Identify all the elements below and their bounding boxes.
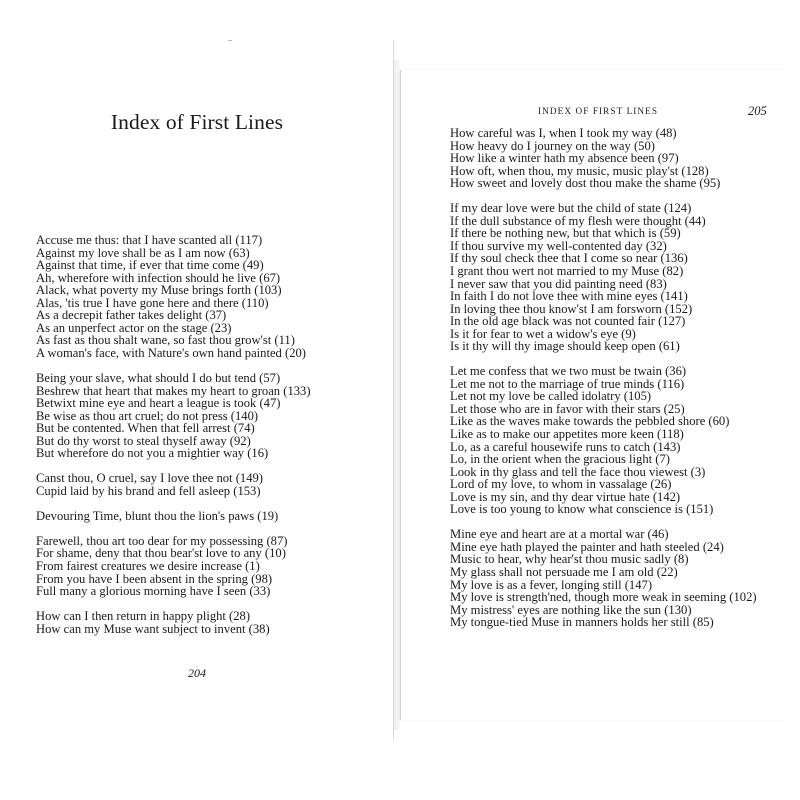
page-title: Index of First Lines <box>110 110 284 134</box>
index-entry: Is it thy will thy image should keep open (61) <box>450 339 680 354</box>
index-entry: But wherefore do not you a mightier way (16) <box>36 446 269 461</box>
index-entry: Lo, as a careful housewife runs to catch (143) <box>450 439 681 454</box>
index-entry: Let me not to the marriage of true minds (116) <box>450 376 685 391</box>
left-index-group <box>36 610 386 635</box>
index-entry: Lord of my love, to whom in vassalage (26) <box>450 477 672 492</box>
index-entry: For shame, deny that thou bear'st love to any (10) <box>36 546 286 561</box>
running-head: INDEX OF FIRST LINES <box>538 106 659 116</box>
page-speck <box>228 40 232 41</box>
index-entry: If thou survive my well-contented day (32) <box>450 238 667 253</box>
index-entry: How careful was I, when I took my way (48) <box>450 126 677 140</box>
index-entry: Let those who are in favor with their stars (25) <box>450 401 685 416</box>
index-entry: Beshrew that heart that makes my heart to groan (133) <box>36 383 311 398</box>
index-entry: But be contented. When that fell arrest (74) <box>36 421 255 436</box>
index-entry: From fairest creatures we desire increase (1) <box>36 559 260 574</box>
index-entry: Is it for fear to wet a widow's eye (9) <box>450 326 636 341</box>
index-entry: Like as to make our appetites more keen (118) <box>450 427 684 442</box>
index-entry: Look in thy glass and tell the face thou viewest (3) <box>450 464 706 479</box>
index-entry: From you have I been absent in the spring (98) <box>36 571 273 586</box>
index-entry: Let not my love be called idolatry (105) <box>450 389 652 404</box>
left-index-group <box>36 372 386 460</box>
index-entry: Being your slave, what should I do but tend (57) <box>36 370 281 385</box>
index-entry: Canst thou, O cruel, say I love thee not (149) <box>36 471 263 486</box>
index-entry: Farewell, thou art too dear for my possessing (87) <box>36 533 288 548</box>
index-entry: Be wise as thou art cruel; do not press (140) <box>36 408 259 423</box>
index-entry: How like a winter hath my absence been (97) <box>450 151 679 166</box>
index-entry: I grant thou wert not married to my Muse (82) <box>450 263 684 278</box>
index-entry: If the dull substance of my flesh were thought (44) <box>450 213 706 228</box>
index-entry: My mistress' eyes are nothing like the sun (130) <box>450 602 692 617</box>
index-entry: Love is too young to know what conscience is (151) <box>450 502 714 517</box>
index-entry: Mine eye hath played the painter and hath steeled (24) <box>450 539 724 554</box>
index-entry: In loving thee thou know'st I am forsworn (152) <box>450 301 693 316</box>
right-index-group <box>450 202 790 353</box>
index-entry: As a decrepit father takes delight (37) <box>36 308 227 323</box>
index-entry: Against my love shall be as I am now (63) <box>36 245 250 260</box>
left-index-group <box>36 472 386 497</box>
index-entry: A woman's face, with Nature's own hand painted (20) <box>36 345 306 360</box>
index-entry: Lo, in the orient when the gracious light (7) <box>450 452 670 467</box>
index-entry: My tongue-tied Muse in manners holds her still (85) <box>450 615 714 630</box>
left-index-list <box>36 234 386 648</box>
index-entry: Full many a glorious morning have I seen (33) <box>36 584 271 599</box>
left-page-number: 204 <box>188 666 206 680</box>
index-entry: How can I then return in happy plight (28) <box>36 609 251 624</box>
right-page-number: 205 <box>748 104 767 118</box>
index-entry: In faith I do not love thee with mine eyes (141) <box>450 289 688 304</box>
index-entry: Music to hear, why hear'st thou music sadly (8) <box>450 552 689 567</box>
index-entry: As fast as thou shalt wane, so fast thou grow'st (11) <box>36 333 295 348</box>
index-entry: How oft, when thou, my music, music play'st (128) <box>450 163 709 178</box>
right-index-group <box>450 365 790 516</box>
index-entry: How sweet and lovely dost thou make the shame (95) <box>450 176 721 191</box>
index-entry: How can my Muse want subject to invent (38) <box>36 621 270 636</box>
index-entry: How heavy do I journey on the way (50) <box>450 138 655 153</box>
index-entry: Mine eye and heart are at a mortal war (46) <box>450 527 669 542</box>
index-entry: Like as the waves make towards the pebbled shore (60) <box>450 414 730 429</box>
index-entry: I never saw that you did painting need (83) <box>450 276 667 291</box>
index-entry: Devouring Time, blunt thou the lion's paws (19) <box>36 508 279 523</box>
index-entry: Ah, wherefore with infection should he live (67) <box>36 270 281 285</box>
index-entry: My love is strength'ned, though more weak in seeming (102) <box>450 590 757 605</box>
index-entry: Alack, what poverty my Muse brings forth (103) <box>36 283 282 298</box>
index-entry: If my dear love were but the child of state (124) <box>450 201 692 216</box>
right-index-group <box>450 127 790 190</box>
index-entry: Accuse me thus: that I have scanted all (117) <box>36 233 263 247</box>
index-entry: Betwixt mine eye and heart a league is took (47) <box>36 396 281 411</box>
index-entry: Let me confess that we two must be twain (36) <box>450 364 687 379</box>
index-entry: In the old age black was not counted fair (127) <box>450 314 686 329</box>
left-index-group <box>36 234 386 359</box>
index-entry: But do thy worst to steal thyself away (92) <box>36 433 251 448</box>
right-index-group <box>450 528 790 628</box>
left-index-group <box>36 510 386 523</box>
index-entry: My love is as a fever, longing still (147) <box>450 577 653 592</box>
left-index-group <box>36 535 386 598</box>
index-entry: Cupid laid by his brand and fell asleep (153) <box>36 483 261 498</box>
index-entry: As an unperfect actor on the stage (23) <box>36 320 232 335</box>
index-entry: Alas, 'tis true I have gone here and there (110) <box>36 295 269 310</box>
index-entry: My glass shall not persuade me I am old (22) <box>450 565 678 579</box>
index-entry: Against that time, if ever that time come (49) <box>36 258 264 273</box>
index-entry: If there be nothing new, but that which is (59) <box>450 226 681 241</box>
index-entry: If thy soul check thee that I come so near (136) <box>450 251 688 266</box>
right-index-list <box>450 127 790 641</box>
index-entry: Love is my sin, and thy dear virtue hate (142) <box>450 489 681 504</box>
